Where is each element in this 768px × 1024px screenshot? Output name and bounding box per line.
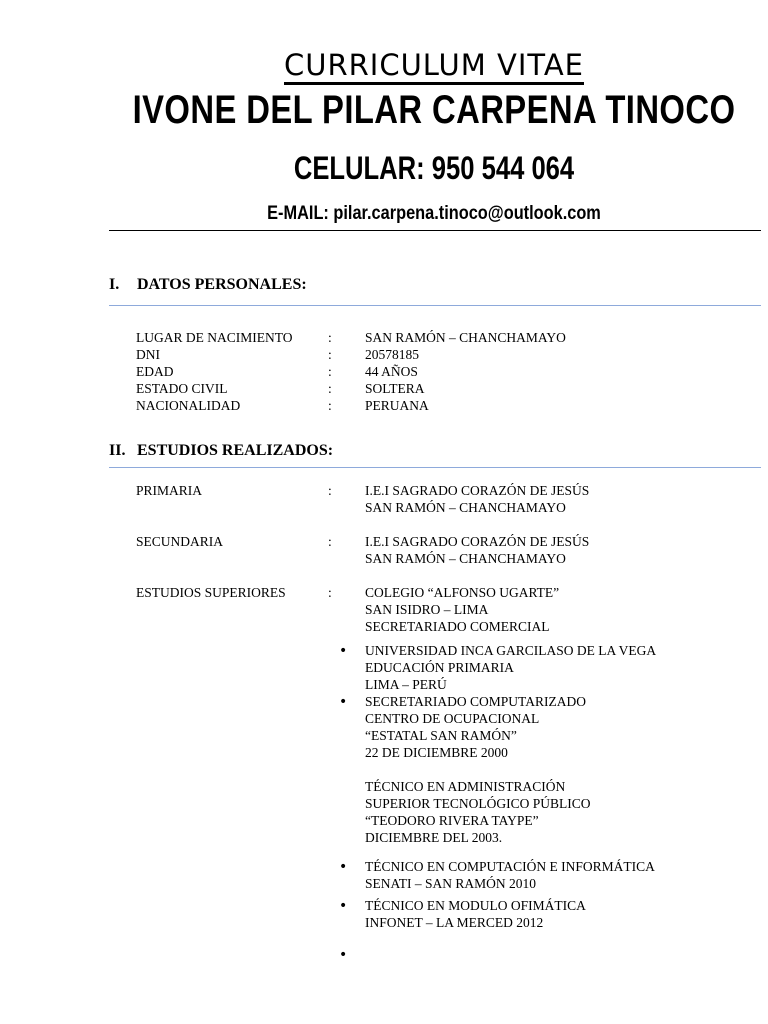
list-line: DICIEMBRE DEL 2003. [365,830,503,845]
list-line: “TEODORO RIVERA TAYPE” [365,813,539,828]
candidate-name: IVONE DEL PILAR CARPENA TINOCO [132,88,736,132]
bullet-marker: • [339,643,348,659]
list-line: EDUCACIÓN PRIMARIA [365,660,514,675]
section-number: II. [109,442,126,459]
bullet-marker: • [339,694,348,710]
header-divider [109,230,761,231]
list-item [365,897,586,931]
document-title-text: CURRICULUM VITAE [284,48,584,85]
field-label: EDAD [136,364,174,379]
phone-line: CELULAR: 950 544 064 [293,150,575,186]
field-colon: : [328,534,332,549]
field-colon: : [328,347,332,362]
field-value: COLEGIO “ALFONSO UGARTE” [365,585,560,600]
list-line: UNIVERSIDAD INCA GARCILASO DE LA VEGA [365,643,657,658]
document-title [0,48,768,82]
field-value: PERUANA [365,398,429,413]
field-colon: : [328,585,332,600]
list-line: SENATI – SAN RAMÓN 2010 [365,876,537,891]
list-item [365,693,591,846]
email-line [61,203,768,225]
field-value: SAN ISIDRO – LIMA [365,602,489,617]
field-label: NACIONALIDAD [136,398,241,413]
bullet-marker: • [339,898,348,914]
field-colon: : [328,330,332,345]
field-colon: : [328,398,332,413]
field-label: PRIMARIA [136,483,203,498]
section-number: I. [109,276,120,293]
field-value: SAN RAMÓN – CHANCHAMAYO [365,500,566,515]
field-colon: : [328,381,332,396]
email-label: E-MAIL: [267,203,329,224]
list-line: INFONET – LA MERCED 2012 [365,915,544,930]
field-value: I.E.I SAGRADO CORAZÓN DE JESÚS [365,534,590,549]
list-line: LIMA – PERÚ [365,677,447,692]
field-colon: : [328,364,332,379]
list-line: “ESTATAL SAN RAMÓN” [365,728,517,743]
field-label: ESTADO CIVIL [136,381,228,396]
section-title: DATOS PERSONALES: [137,276,307,293]
field-value: 20578185 [365,347,419,362]
field-label: DNI [136,347,160,362]
field-value: SAN RAMÓN – CHANCHAMAYO [365,330,566,345]
bullet-marker-empty: • [339,947,348,963]
field-colon: : [328,483,332,498]
list-line: CENTRO DE OCUPACIONAL [365,711,540,726]
section-divider [109,305,761,306]
field-label: SECUNDARIA [136,534,224,549]
field-value: SAN RAMÓN – CHANCHAMAYO [365,551,566,566]
list-line: TÉCNICO EN ADMINISTRACIÓN [365,779,566,794]
list-item [365,642,656,693]
section-title: ESTUDIOS REALIZADOS: [137,442,334,459]
list-line: TÉCNICO EN MODULO OFIMÁTICA [365,898,586,913]
field-value: 44 AÑOS [365,364,418,379]
section-heading-datos-personales [109,276,307,294]
field-value: SOLTERA [365,381,425,396]
field-label: LUGAR DE NACIMIENTO [136,330,293,345]
list-line: TÉCNICO EN COMPUTACIÓN E INFORMÁTICA [365,859,655,874]
list-line: 22 DE DICIEMBRE 2000 [365,745,508,760]
field-value: SECRETARIADO COMERCIAL [365,619,550,634]
field-label: ESTUDIOS SUPERIORES [136,585,286,600]
field-value: I.E.I SAGRADO CORAZÓN DE JESÚS [365,483,590,498]
email-address[interactable]: pilar.carpena.tinoco@outlook.com [333,203,601,224]
section-divider [109,467,761,468]
list-line: SECRETARIADO COMPUTARIZADO [365,694,586,709]
list-line: SUPERIOR TECNOLÓGICO PÚBLICO [365,796,591,811]
bullet-marker: • [339,859,348,875]
list-item [365,858,655,892]
section-heading-estudios [109,442,333,460]
